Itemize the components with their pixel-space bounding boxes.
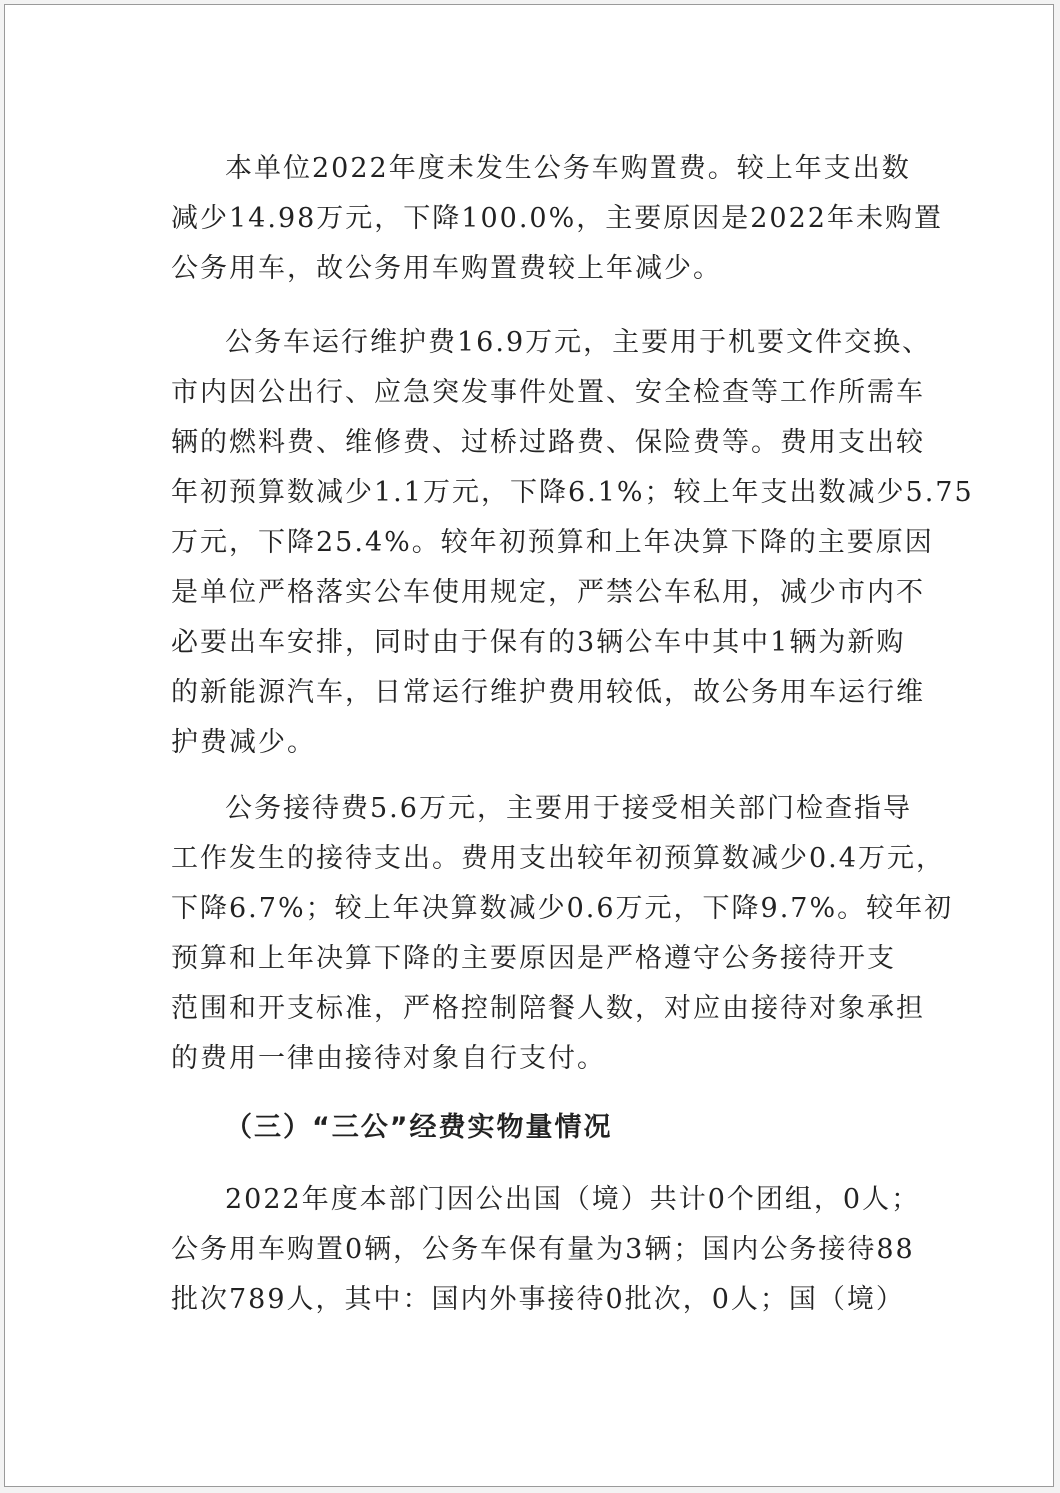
paragraph-line: 减少14.98万元，下降100.0%，主要原因是2022年未购置 [171,203,943,234]
paragraph-line: 的费用一律由接待对象自行支付。 [171,1043,606,1074]
paragraph-line: 批次789人，其中：国内外事接待0批次，0人；国（境） [171,1284,905,1315]
paragraph-line: 万元，下降25.4%。较年初预算和上年决算下降的主要原因 [171,527,934,558]
paragraph-line: 工作发生的接待支出。费用支出较年初预算数减少0.4万元， [171,843,945,874]
paragraph-line: 2022年度本部门因公出国（境）共计0个团组，0人； [225,1184,921,1215]
paragraph-line: 下降6.7%；较上年决算数减少0.6万元，下降9.7%。较年初 [171,893,954,924]
paragraph-line: 公务接待费5.6万元，主要用于接受相关部门检查指导 [225,793,912,824]
paragraph-line: 护费减少。 [171,727,316,758]
paragraph-line: 范围和开支标准，严格控制陪餐人数，对应由接待对象承担 [171,993,925,1024]
paragraph-line: 市内因公出行、应急突发事件处置、安全检查等工作所需车 [171,377,925,408]
paragraph-line: 本单位2022年度未发生公务车购置费。较上年支出数 [225,153,911,184]
paragraph-line: 预算和上年决算下降的主要原因是严格遵守公务接待开支 [171,943,896,974]
paragraph-line: 必要出车安排，同时由于保有的3辆公车中其中1辆为新购 [171,627,906,658]
paragraph-line: 辆的燃料费、维修费、过桥过路费、保险费等。费用支出较 [171,427,925,458]
section-heading: （三）“三公”经费实物量情况 [225,1112,613,1143]
paragraph-line: 公务用车，故公务用车购置费较上年减少。 [171,253,722,284]
document-page [4,4,1054,1487]
paragraph-line: 公务车运行维护费16.9万元，主要用于机要文件交换、 [225,327,932,358]
paragraph-line: 的新能源汽车，日常运行维护费用较低，故公务用车运行维 [171,677,925,708]
paragraph-line: 公务用车购置0辆，公务车保有量为3辆；国内公务接待88 [171,1234,915,1265]
paragraph-line: 是单位严格落实公车使用规定，严禁公车私用，减少市内不 [171,577,925,608]
paragraph-line: 年初预算数减少1.1万元，下降6.1%；较上年支出数减少5.75 [171,477,974,508]
